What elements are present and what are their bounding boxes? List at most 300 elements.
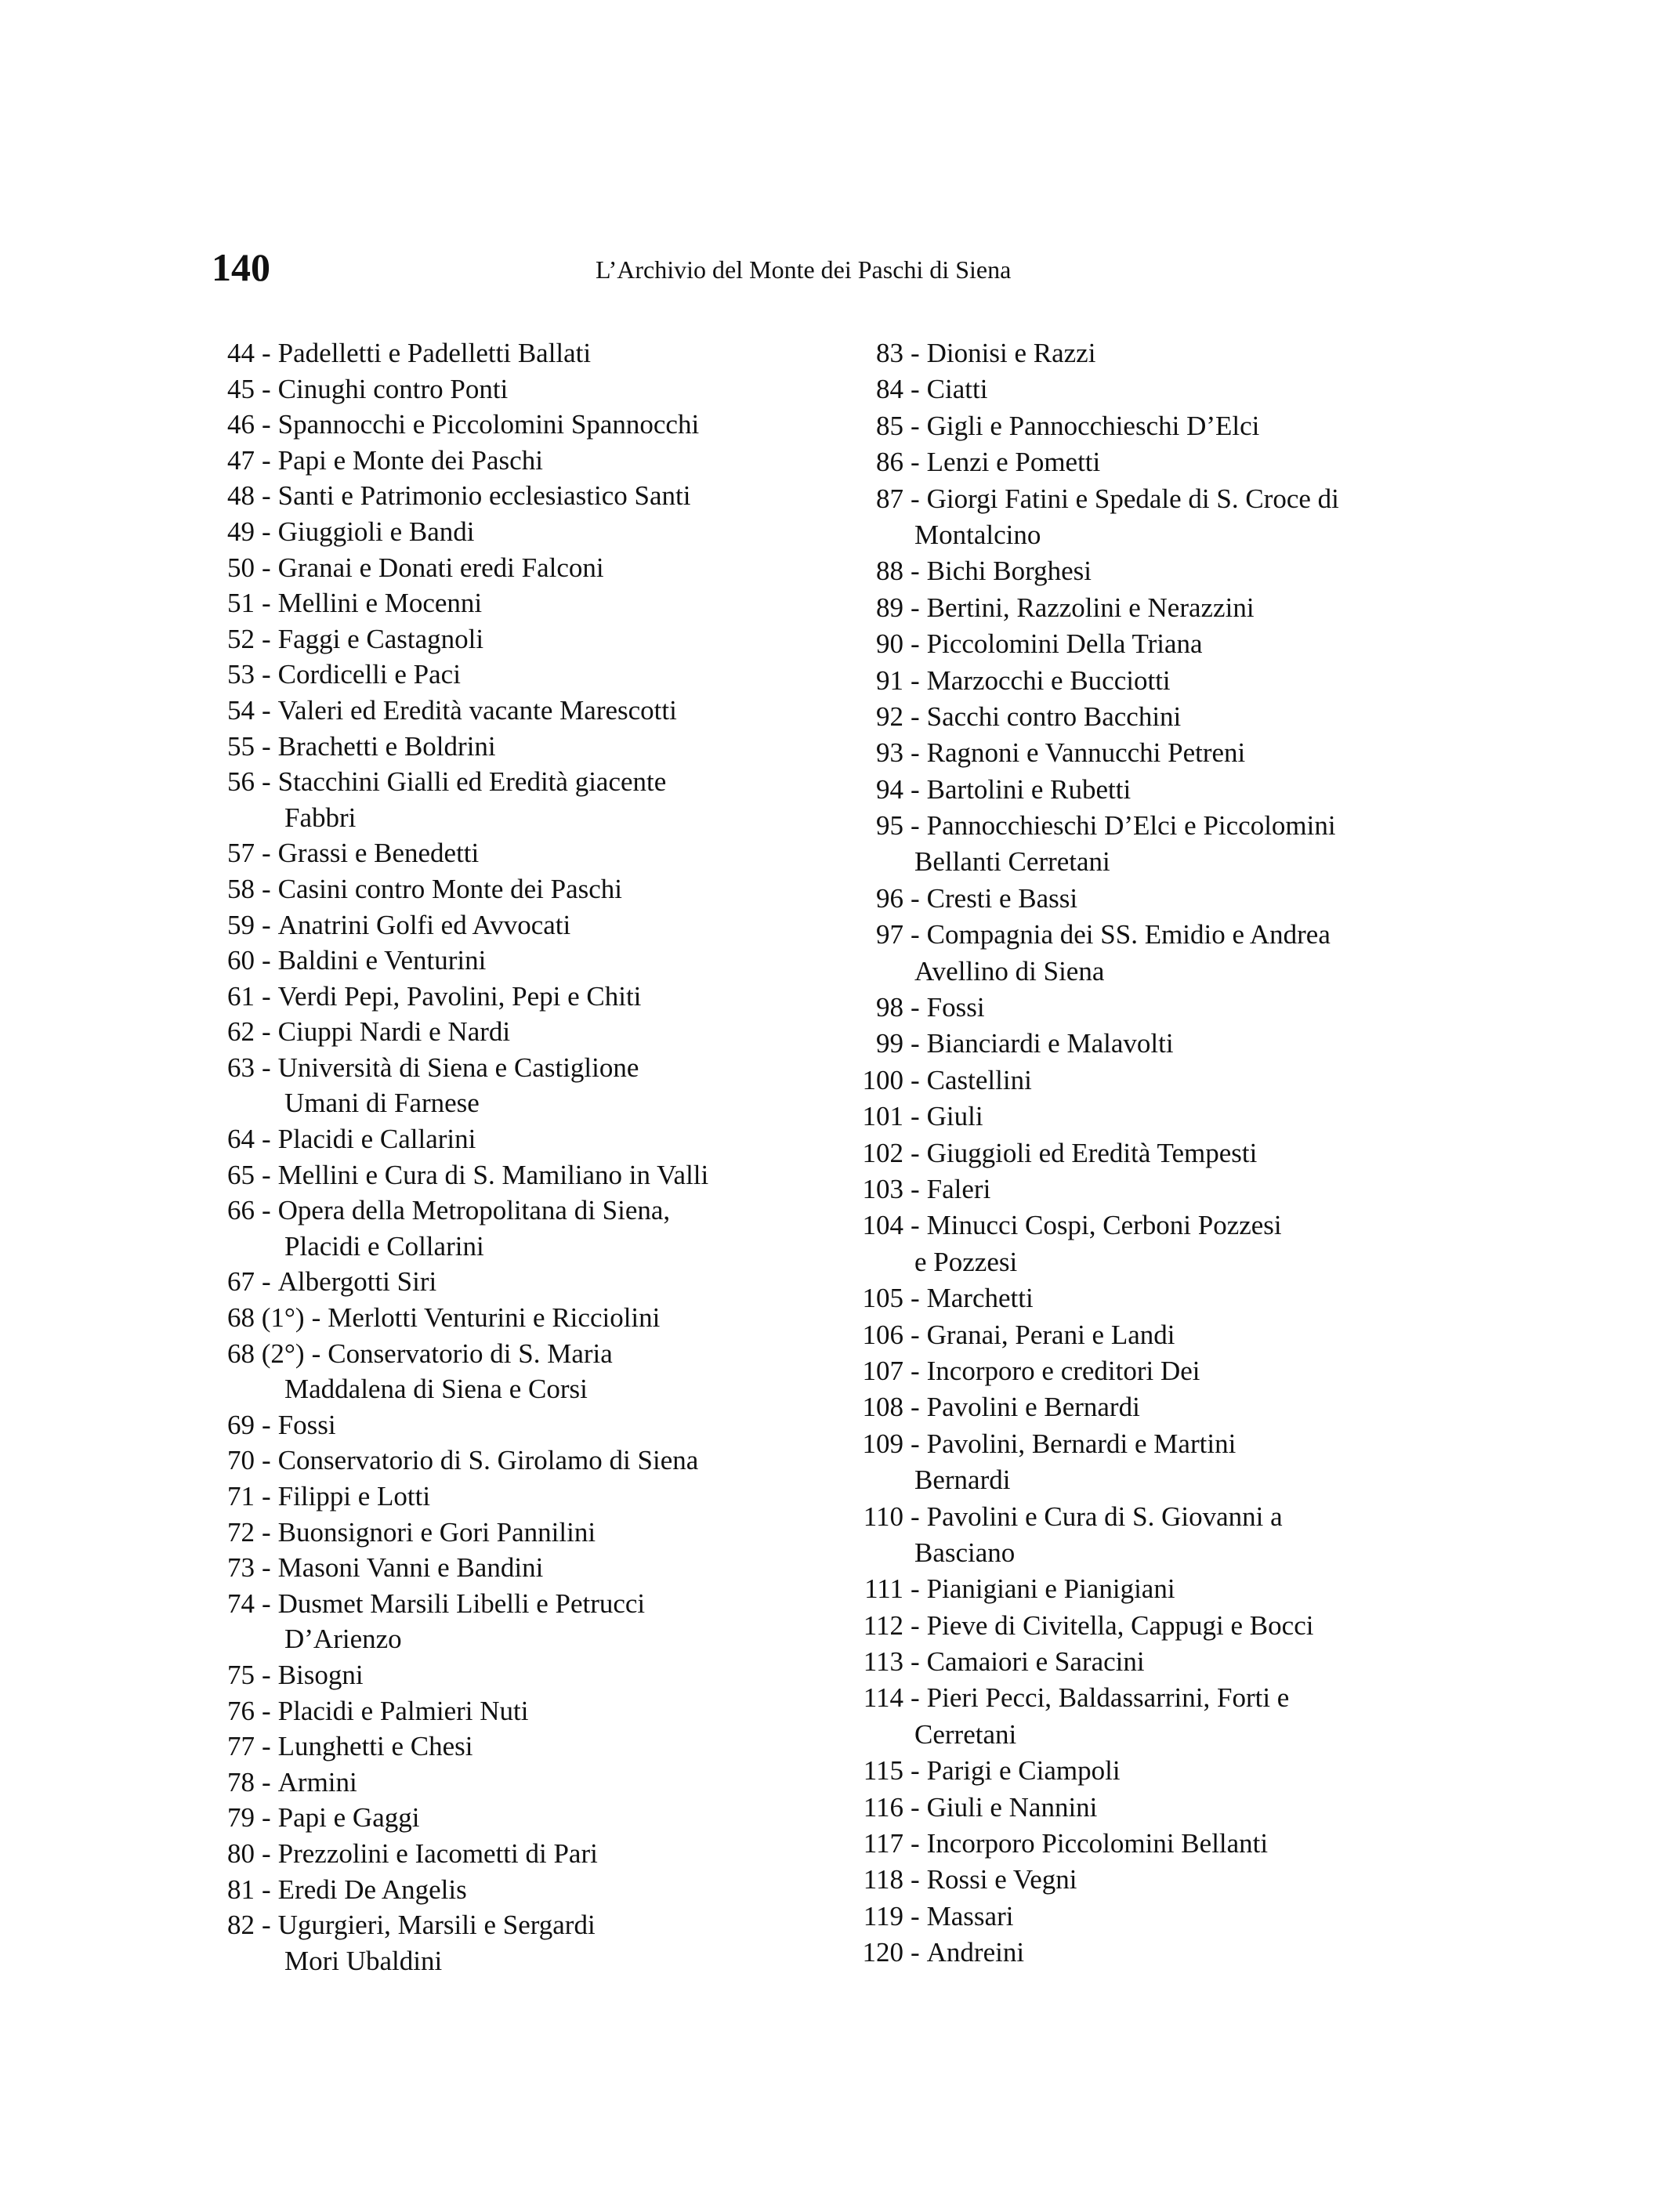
- entry-first-line: [227, 1050, 823, 1086]
- list-entry: [845, 1826, 1472, 1862]
- entry-separator: -: [262, 1588, 271, 1619]
- entry-text: Dionisi e Razzi: [926, 338, 1096, 368]
- entry-first-line: [227, 1121, 823, 1157]
- entry-number: 114: [863, 1682, 903, 1714]
- entry-separator: -: [911, 374, 920, 405]
- list-entry: [845, 1280, 1472, 1316]
- entry-continuation-line: D’Arienzo: [284, 1624, 402, 1655]
- list-entry: [845, 626, 1472, 662]
- entry-number: 110: [863, 1501, 903, 1532]
- entry-first-line: [227, 478, 823, 514]
- list-entry: [227, 1157, 823, 1193]
- entry-first-line: [845, 1826, 1472, 1862]
- list-entry: [845, 1353, 1472, 1389]
- entry-separator: -: [262, 1516, 271, 1548]
- entry-first-line: [845, 1680, 1472, 1716]
- entry-text: Pavolini e Bernardi: [926, 1392, 1140, 1423]
- entry-separator: -: [262, 480, 271, 512]
- entry-continuation-line: Bernardi: [914, 1464, 1011, 1496]
- entry-number: 68 (1°): [227, 1302, 305, 1334]
- entry-number: 93: [876, 737, 903, 769]
- list-entry: [227, 443, 823, 479]
- entry-first-line: [845, 408, 1472, 444]
- entry-first-line: [227, 1264, 823, 1300]
- entry-text: Pianigiani e Pianigiani: [926, 1573, 1175, 1605]
- entry-separator: -: [911, 1937, 920, 1968]
- entry-first-line: [227, 1586, 823, 1622]
- entry-first-line: [227, 764, 823, 800]
- left-column: [227, 335, 823, 1979]
- entry-separator: -: [911, 1609, 920, 1641]
- entry-first-line: [845, 1935, 1472, 1971]
- entry-number: 48: [227, 480, 255, 512]
- list-entry: [227, 979, 823, 1015]
- entry-number: 74: [227, 1588, 255, 1619]
- entry-text: Compagnia dei SS. Emidio e Andrea: [926, 919, 1331, 950]
- entry-separator: -: [262, 1731, 271, 1762]
- entry-number: 86: [876, 447, 903, 478]
- entry-first-line: [845, 735, 1472, 771]
- list-entry: [845, 1862, 1472, 1898]
- entry-separator: -: [911, 447, 920, 478]
- list-entry: [227, 1193, 823, 1264]
- entry-first-line: [227, 1800, 823, 1836]
- entry-number: 85: [876, 410, 903, 441]
- entry-separator: -: [262, 588, 271, 619]
- list-entry: [227, 1657, 823, 1693]
- entry-text: Università di Siena e Castiglione: [277, 1052, 639, 1083]
- entry-text: Grassi e Benedetti: [277, 838, 480, 869]
- entry-continuation-line: Avellino di Siena: [914, 955, 1105, 987]
- entry-text: Ciatti: [926, 374, 988, 405]
- entry-continuation-line: Bellanti Cerretani: [914, 846, 1110, 878]
- entry-separator: -: [262, 373, 271, 404]
- entry-number: 82: [227, 1910, 255, 1941]
- entry-separator: -: [911, 1064, 920, 1095]
- entry-continuation-line: Cerretani: [914, 1718, 1017, 1750]
- entry-number: 47: [227, 444, 255, 476]
- running-title: L’Archivio del Monte dei Paschi di Siena: [596, 255, 1012, 284]
- entry-number: 46: [227, 409, 255, 440]
- entry-text: Giuli: [926, 1101, 983, 1132]
- entry-text: Ugurgieri, Marsili e Sergardi: [277, 1910, 596, 1941]
- entry-number: 57: [227, 838, 255, 869]
- entry-number: 55: [227, 730, 255, 762]
- entry-number: 51: [227, 588, 255, 619]
- entry-text: Sacchi contro Bacchini: [926, 701, 1182, 732]
- entry-separator: -: [911, 592, 920, 623]
- entry-separator: -: [262, 1195, 271, 1226]
- entry-text: Incorporo Piccolomini Bellanti: [926, 1828, 1269, 1859]
- entry-text: Granai, Perani e Landi: [926, 1319, 1175, 1350]
- entry-number: 68 (2°): [227, 1338, 305, 1369]
- entry-text: Castellini: [926, 1064, 1032, 1095]
- entry-text: Opera della Metropolitana di Siena,: [277, 1195, 671, 1226]
- entry-continuation-line: Umani di Farnese: [284, 1088, 480, 1119]
- entry-text: Fossi: [277, 1409, 336, 1440]
- entry-text: Pieri Pecci, Baldassarrini, Forti e: [926, 1682, 1290, 1714]
- entry-text: Faleri: [926, 1173, 991, 1204]
- entry-number: 97: [876, 919, 903, 950]
- entry-number: 76: [227, 1695, 255, 1726]
- entry-separator: -: [262, 1552, 271, 1584]
- entry-first-line: [227, 657, 823, 693]
- entry-separator: -: [911, 737, 920, 769]
- entry-first-line: [227, 1907, 823, 1943]
- entry-first-line: [227, 443, 823, 479]
- entry-text: Placidi e Callarini: [277, 1124, 476, 1155]
- entry-number: 95: [876, 810, 903, 842]
- list-entry: [227, 657, 823, 693]
- entry-continuation-line: Placidi e Collarini: [284, 1230, 484, 1262]
- entry-separator: -: [911, 1646, 920, 1678]
- entry-separator: -: [262, 444, 271, 476]
- list-entry: [845, 481, 1472, 554]
- list-entry: [845, 1026, 1472, 1062]
- entry-text: Papi e Gaggi: [277, 1802, 420, 1834]
- entry-separator: -: [262, 552, 271, 583]
- list-entry: [227, 514, 823, 550]
- list-entry: [845, 590, 1472, 626]
- entry-number: 111: [864, 1573, 903, 1605]
- entry-number: 72: [227, 1516, 255, 1548]
- entry-first-line: [227, 585, 823, 621]
- entry-separator: -: [911, 1501, 920, 1532]
- entry-separator: -: [911, 1137, 920, 1168]
- entry-text: Conservatorio di S. Maria: [328, 1338, 613, 1369]
- list-entry: [227, 1479, 823, 1515]
- entry-first-line: [227, 1336, 823, 1372]
- entry-first-line: [227, 1765, 823, 1801]
- entry-text: Giuli e Nannini: [926, 1791, 1098, 1823]
- entry-number: 70: [227, 1445, 255, 1476]
- entry-number: 98: [876, 992, 903, 1023]
- entry-first-line: [227, 1836, 823, 1872]
- entry-text: Verdi Pepi, Pavolini, Pepi e Chiti: [277, 980, 642, 1012]
- entry-text: Bartolini e Rubetti: [926, 773, 1131, 805]
- entry-text: Bichi Borghesi: [926, 556, 1092, 587]
- list-entry: [845, 1608, 1472, 1644]
- entry-number: 79: [227, 1802, 255, 1834]
- entry-first-line: [227, 407, 823, 443]
- entry-text: Incorporo e creditori Dei: [926, 1355, 1200, 1386]
- entry-text: Placidi e Palmieri Nuti: [277, 1695, 529, 1726]
- entry-first-line: [227, 1157, 823, 1193]
- entry-number: 90: [876, 628, 903, 660]
- entry-separator: -: [262, 1910, 271, 1941]
- entry-separator: -: [911, 1573, 920, 1605]
- right-column: [845, 335, 1472, 1971]
- entry-first-line: [845, 1899, 1472, 1935]
- list-entry: [227, 335, 823, 371]
- entry-separator: -: [262, 1766, 271, 1798]
- list-entry: [845, 772, 1472, 808]
- list-entry: [845, 1571, 1472, 1607]
- list-entry: [845, 663, 1472, 699]
- entry-separator: -: [911, 1864, 920, 1895]
- entry-first-line: [845, 1571, 1472, 1607]
- entry-separator: -: [262, 1874, 271, 1905]
- list-entry: [845, 1644, 1472, 1680]
- list-entry: [227, 1907, 823, 1979]
- entry-continuation-line: Basciano: [914, 1537, 1016, 1568]
- entry-number: 109: [862, 1428, 903, 1459]
- list-entry: [227, 1121, 823, 1157]
- entry-text: Parigi e Ciampoli: [926, 1755, 1121, 1787]
- entry-text: Casini contro Monte dei Paschi: [277, 873, 623, 904]
- entry-first-line: [845, 699, 1472, 735]
- entry-text: Piccolomini Della Triana: [926, 628, 1203, 660]
- entry-first-line: [845, 1280, 1472, 1316]
- entry-first-line: [845, 1099, 1472, 1135]
- entry-separator: -: [262, 766, 271, 798]
- list-entry: [227, 1550, 823, 1586]
- entry-separator: -: [262, 338, 271, 368]
- entry-number: 69: [227, 1409, 255, 1440]
- entry-first-line: [845, 1171, 1472, 1207]
- list-entry: [227, 693, 823, 729]
- entry-text: Anatrini Golfi ed Avvocati: [277, 909, 571, 940]
- entry-separator: -: [262, 1837, 271, 1869]
- entry-text: Baldini e Venturini: [277, 945, 487, 976]
- entry-first-line: [227, 1515, 823, 1551]
- list-entry: [227, 1407, 823, 1443]
- entry-separator: -: [262, 1052, 271, 1083]
- entry-text: Valeri ed Eredità vacante Marescotti: [277, 694, 677, 726]
- entry-separator: -: [911, 628, 920, 660]
- entry-separator: -: [911, 701, 920, 732]
- entry-first-line: [845, 626, 1472, 662]
- entry-number: 52: [227, 623, 255, 654]
- entry-separator: -: [911, 1392, 920, 1423]
- page-number: 140: [212, 245, 270, 289]
- entry-separator: -: [911, 556, 920, 587]
- entry-first-line: [227, 1693, 823, 1729]
- entry-separator: -: [911, 773, 920, 805]
- entry-first-line: [845, 335, 1472, 371]
- entry-first-line: [845, 553, 1472, 589]
- entry-first-line: [227, 1014, 823, 1050]
- entry-text: Minucci Cospi, Cerboni Pozzesi: [926, 1210, 1282, 1241]
- entry-text: Pavolini e Cura di S. Giovanni a: [926, 1501, 1283, 1532]
- entry-text: Stacchini Gialli ed Eredità giacente: [277, 766, 667, 798]
- list-entry: [845, 1680, 1472, 1753]
- entry-number: 92: [876, 701, 903, 732]
- entry-first-line: [227, 335, 823, 371]
- entry-text: Cordicelli e Paci: [277, 659, 461, 690]
- list-entry: [845, 335, 1472, 371]
- entry-text: Mellini e Mocenni: [277, 588, 483, 619]
- entry-separator: -: [262, 623, 271, 654]
- entry-first-line: [227, 1479, 823, 1515]
- entry-number: 53: [227, 659, 255, 690]
- entry-number: 78: [227, 1766, 255, 1798]
- list-entry: [845, 371, 1472, 407]
- entry-first-line: [227, 1443, 823, 1479]
- entry-text: Albergotti Siri: [277, 1266, 437, 1298]
- entry-first-line: [845, 1063, 1472, 1099]
- list-entry: [227, 1336, 823, 1407]
- entry-number: 115: [863, 1755, 903, 1787]
- entry-separator: -: [262, 873, 271, 904]
- entry-first-line: [227, 621, 823, 657]
- list-entry: [227, 1836, 823, 1872]
- list-entry: [845, 917, 1472, 990]
- entry-number: 44: [227, 338, 255, 368]
- entry-number: 120: [862, 1937, 903, 1968]
- entry-first-line: [227, 693, 823, 729]
- entry-text: Andreini: [926, 1937, 1025, 1968]
- entry-separator: -: [262, 1481, 271, 1512]
- entry-text: Lunghetti e Chesi: [277, 1731, 473, 1762]
- entry-number: 64: [227, 1124, 255, 1155]
- list-entry: [227, 1729, 823, 1765]
- entry-continuation-line: Mori Ubaldini: [284, 1945, 443, 1976]
- entry-first-line: [845, 1353, 1472, 1389]
- entry-separator: -: [911, 1173, 920, 1204]
- entry-first-line: [845, 1426, 1472, 1462]
- entry-text: Giuggioli ed Eredità Tempesti: [926, 1137, 1258, 1168]
- list-entry: [227, 1515, 823, 1551]
- entry-number: 77: [227, 1731, 255, 1762]
- entry-first-line: [845, 990, 1472, 1026]
- entry-text: Pieve di Civitella, Cappugi e Bocci: [926, 1609, 1314, 1641]
- entry-separator: -: [911, 882, 920, 914]
- entry-first-line: [227, 871, 823, 907]
- entry-text: Faggi e Castagnoli: [277, 623, 484, 654]
- list-entry: [227, 764, 823, 835]
- entry-number: 84: [876, 374, 903, 405]
- entry-first-line: [227, 1193, 823, 1229]
- entry-first-line: [227, 835, 823, 871]
- list-entry: [845, 699, 1472, 735]
- entry-separator: -: [262, 1695, 271, 1726]
- entry-first-line: [845, 808, 1472, 844]
- entry-first-line: [227, 1407, 823, 1443]
- list-entry: [845, 808, 1472, 881]
- entry-number: 88: [876, 556, 903, 587]
- entry-first-line: [845, 772, 1472, 808]
- list-entry: [845, 1099, 1472, 1135]
- list-entry: [845, 735, 1472, 771]
- list-entry: [845, 1135, 1472, 1171]
- entry-continuation-line: Maddalena di Siena e Corsi: [284, 1374, 588, 1405]
- entry-number: 50: [227, 552, 255, 583]
- entry-number: 94: [876, 773, 903, 805]
- list-entry: [227, 1800, 823, 1836]
- entry-text: Masoni Vanni e Bandini: [277, 1552, 544, 1584]
- entry-text: Rossi e Vegni: [926, 1864, 1077, 1895]
- entry-text: Brachetti e Boldrini: [277, 730, 496, 762]
- entry-separator: -: [262, 980, 271, 1012]
- list-entry: [845, 881, 1472, 917]
- entry-text: Fossi: [926, 992, 985, 1023]
- entry-separator: -: [911, 1101, 920, 1132]
- entry-separator: -: [911, 1283, 920, 1314]
- entry-first-line: [845, 917, 1472, 953]
- list-entry: [227, 1765, 823, 1801]
- entry-separator: -: [911, 1319, 920, 1350]
- entry-number: 113: [863, 1646, 903, 1678]
- entry-separator: -: [911, 1428, 920, 1459]
- entry-separator: -: [262, 1659, 271, 1690]
- entry-number: 59: [227, 909, 255, 940]
- entry-first-line: [845, 1499, 1472, 1535]
- entry-separator: -: [911, 1028, 920, 1059]
- entry-text: Marzocchi e Bucciotti: [926, 664, 1171, 696]
- entry-text: Pannocchieschi D’Elci e Piccolomini: [926, 810, 1336, 842]
- entry-first-line: [845, 1207, 1472, 1244]
- list-entry: [845, 990, 1472, 1026]
- list-entry: [845, 408, 1472, 444]
- list-entry: [845, 1753, 1472, 1789]
- entry-first-line: [227, 1729, 823, 1765]
- entry-text: Gigli e Pannocchieschi D’Elci: [926, 410, 1260, 441]
- entry-number: 91: [876, 664, 903, 696]
- entry-text: Dusmet Marsili Libelli e Petrucci: [277, 1588, 646, 1619]
- entry-separator: -: [911, 1355, 920, 1386]
- entry-number: 62: [227, 1016, 255, 1048]
- entry-number: 108: [862, 1392, 903, 1423]
- list-entry: [227, 1872, 823, 1908]
- entry-separator: -: [911, 1900, 920, 1932]
- entry-first-line: [845, 1608, 1472, 1644]
- list-entry: [227, 1014, 823, 1050]
- entry-text: Spannocchi e Piccolomini Spannocchi: [277, 409, 700, 440]
- entry-separator: -: [911, 1828, 920, 1859]
- entry-first-line: [845, 1389, 1472, 1425]
- entry-first-line: [845, 1862, 1472, 1898]
- entry-first-line: [227, 979, 823, 1015]
- entry-number: 63: [227, 1052, 255, 1083]
- list-entry: [227, 907, 823, 943]
- entry-text: Cresti e Bassi: [926, 882, 1078, 914]
- entry-text: Merlotti Venturini e Ricciolini: [328, 1302, 661, 1334]
- list-entry: [227, 550, 823, 586]
- entry-number: 80: [227, 1837, 255, 1869]
- entry-number: 104: [862, 1210, 903, 1241]
- entry-first-line: [845, 1753, 1472, 1789]
- entry-first-line: [227, 514, 823, 550]
- list-entry: [227, 835, 823, 871]
- entry-number: 117: [863, 1828, 903, 1859]
- entry-separator: -: [262, 1445, 271, 1476]
- entry-text: Mellini e Cura di S. Mamiliano in Valli: [277, 1159, 709, 1190]
- entry-first-line: [845, 590, 1472, 626]
- entry-number: 116: [863, 1791, 903, 1823]
- list-entry: [227, 943, 823, 979]
- entry-separator: -: [311, 1302, 321, 1334]
- entry-number: 71: [227, 1481, 255, 1512]
- list-entry: [227, 729, 823, 765]
- list-entry: [227, 371, 823, 407]
- entry-continuation-line: Montalcino: [914, 519, 1041, 550]
- entry-first-line: [227, 729, 823, 765]
- entry-first-line: [845, 1644, 1472, 1680]
- entry-text: Ciuppi Nardi e Nardi: [277, 1016, 511, 1048]
- entry-separator: -: [911, 810, 920, 842]
- entry-continuation-line: Fabbri: [284, 802, 357, 833]
- entry-text: Bianciardi e Malavolti: [926, 1028, 1174, 1059]
- entry-first-line: [227, 550, 823, 586]
- entry-number: 58: [227, 873, 255, 904]
- entry-text: Bertini, Razzolini e Nerazzini: [926, 592, 1255, 623]
- entry-separator: -: [911, 338, 920, 368]
- entry-number: 96: [876, 882, 903, 914]
- entry-separator: -: [262, 1409, 271, 1440]
- entry-number: 89: [876, 592, 903, 623]
- entry-number: 45: [227, 373, 255, 404]
